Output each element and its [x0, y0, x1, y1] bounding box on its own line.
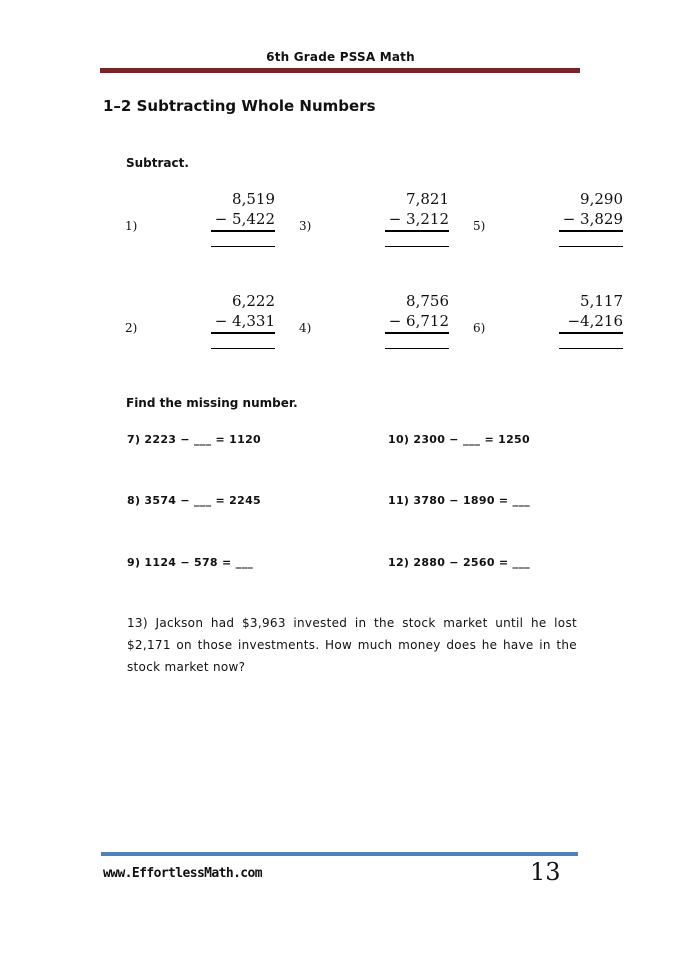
- equation-10: 10) 2300 − ___ = 1250: [388, 433, 530, 446]
- answer-blank[interactable]: [559, 348, 623, 349]
- minuend: 5,117: [580, 292, 623, 310]
- sum-line: [559, 332, 623, 334]
- sum-line: [385, 230, 449, 232]
- subtraction-problem-4: [299, 292, 449, 362]
- subtrahend: −4,216: [567, 312, 623, 330]
- problem-number: 6): [473, 321, 486, 335]
- subtraction-problem-1: [125, 190, 275, 260]
- equation-9: 9) 1124 − 578 = ___: [127, 556, 254, 569]
- answer-blank[interactable]: [559, 246, 623, 247]
- subtract-instruction: Subtract.: [126, 156, 189, 170]
- answer-blank[interactable]: [211, 348, 275, 349]
- footer-rule: [101, 852, 578, 856]
- subtrahend: − 5,422: [214, 210, 275, 228]
- answer-blank[interactable]: [385, 348, 449, 349]
- missing-number-instruction: Find the missing number.: [126, 396, 298, 410]
- section-title: 1–2 Subtracting Whole Numbers: [103, 97, 376, 115]
- subtrahend: − 3,212: [388, 210, 449, 228]
- minuend: 9,290: [580, 190, 623, 208]
- header-title: 6th Grade PSSA Math: [266, 50, 415, 64]
- sum-line: [385, 332, 449, 334]
- problem-number: 4): [299, 321, 312, 335]
- equation-11: 11) 3780 − 1890 = ___: [388, 494, 530, 507]
- minuend: 8,519: [232, 190, 275, 208]
- problem-number: 3): [299, 219, 312, 233]
- subtrahend: − 4,331: [214, 312, 275, 330]
- equation-7: 7) 2223 − ___ = 1120: [127, 433, 261, 446]
- minuend: 8,756: [406, 292, 449, 310]
- subtraction-problem-5: [473, 190, 623, 260]
- subtraction-problem-6: [473, 292, 623, 362]
- problem-number: 2): [125, 321, 138, 335]
- header-rule: [100, 68, 580, 73]
- word-problem: 13) Jackson had $3,963 invested in the stock market until he lost $2,171 on those investments. How much money does he have in the stock market now?: [127, 616, 577, 674]
- footer-website[interactable]: www.EffortlessMath.com: [103, 866, 262, 881]
- minuend: 6,222: [232, 292, 275, 310]
- minuend: 7,821: [406, 190, 449, 208]
- sum-line: [211, 332, 275, 334]
- sum-line: [211, 230, 275, 232]
- subtraction-problem-3: [299, 190, 449, 260]
- answer-blank[interactable]: [211, 246, 275, 247]
- subtrahend: − 6,712: [388, 312, 449, 330]
- equation-12: 12) 2880 − 2560 = ___: [388, 556, 530, 569]
- sum-line: [559, 230, 623, 232]
- equation-8: 8) 3574 − ___ = 2245: [127, 494, 261, 507]
- problem-number: 5): [473, 219, 486, 233]
- subtrahend: − 3,829: [562, 210, 623, 228]
- subtraction-problem-2: [125, 292, 275, 362]
- answer-blank[interactable]: [385, 246, 449, 247]
- page-number: 13: [530, 858, 561, 886]
- problem-number: 1): [125, 219, 138, 233]
